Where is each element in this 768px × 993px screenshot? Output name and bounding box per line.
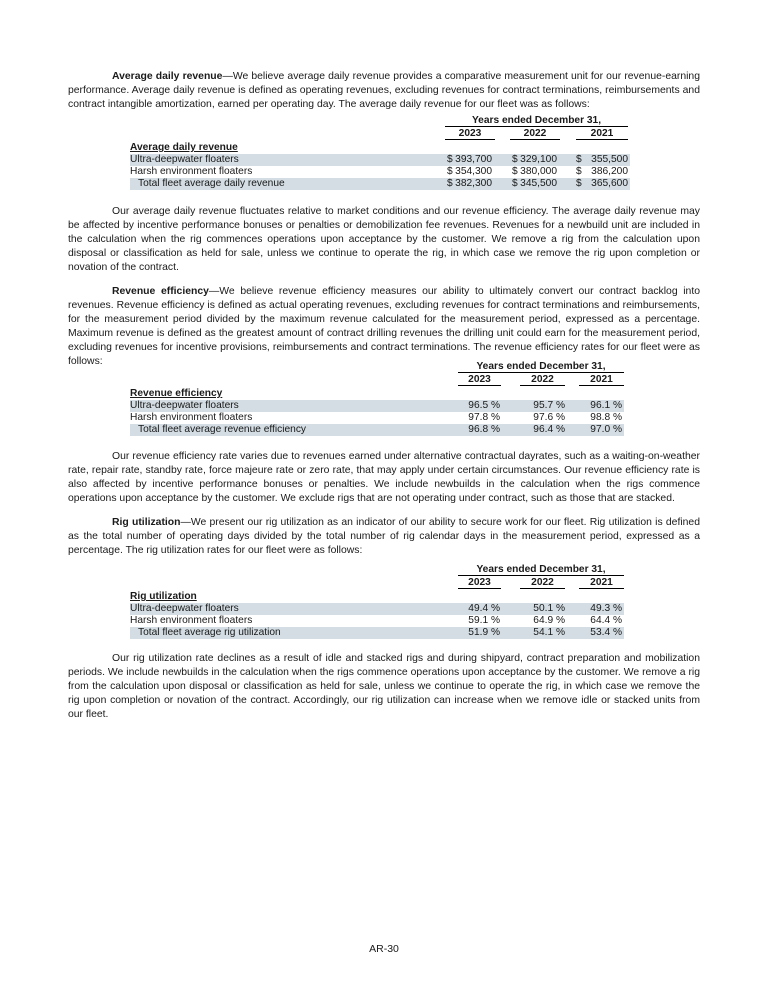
year-header: 2022 bbox=[520, 374, 565, 386]
row-label: Harsh environment floaters bbox=[130, 615, 253, 626]
table-revenue-efficiency bbox=[130, 361, 624, 441]
cell-value: 96.8 % bbox=[468, 424, 500, 435]
cell-value: 382,300 bbox=[455, 178, 492, 189]
currency-symbol: $ bbox=[576, 154, 582, 165]
currency-symbol: $ bbox=[512, 178, 518, 189]
cell-value: 59.1 % bbox=[468, 615, 500, 626]
paragraph-average-daily-revenue bbox=[68, 70, 700, 112]
cell-value: 354,300 bbox=[455, 166, 492, 177]
currency-symbol: $ bbox=[447, 166, 453, 177]
cell-value: 98.8 % bbox=[590, 412, 622, 423]
cell-value: 51.9 % bbox=[468, 627, 500, 638]
currency-symbol: $ bbox=[447, 178, 453, 189]
cell-value: 64.4 % bbox=[590, 615, 622, 626]
cell-value: 53.4 % bbox=[590, 627, 622, 638]
table-header: Years ended December 31, bbox=[445, 115, 628, 127]
table-header: Years ended December 31, bbox=[458, 564, 624, 576]
paragraph-text: —We believe average daily revenue provides a comparative measurement unit for our revenue-earning performance. Average daily revenue is defined as operating revenues, excluding revenues for contract terminations, reimbursements and contract intangible amortization, earned per operating day. The average daily revenue for our fleet was as follows: bbox=[68, 71, 700, 110]
lead-heading: Average daily revenue bbox=[112, 71, 223, 82]
year-header: 2022 bbox=[520, 577, 565, 589]
paragraph-revenue-efficiency-variation bbox=[68, 450, 700, 506]
table-row bbox=[130, 615, 624, 627]
table-average-daily-revenue bbox=[130, 115, 630, 195]
row-label: Harsh environment floaters bbox=[130, 412, 253, 423]
table-row bbox=[130, 603, 624, 615]
lead-heading: Revenue efficiency bbox=[112, 286, 209, 297]
cell-value: 97.0 % bbox=[590, 424, 622, 435]
currency-symbol: $ bbox=[447, 154, 453, 165]
paragraph-text: —We present our rig utilization as an indicator of our ability to secure work for our fleet. Rig utilization is defined as the total number of operating days divided by the total number of rig calendar days in the measurement period, expressed as a percentage. The rig utilization rates for our fleet were as follows: bbox=[68, 517, 700, 556]
row-label: Ultra-deepwater floaters bbox=[130, 400, 239, 411]
year-header: 2023 bbox=[458, 374, 501, 386]
cell-value: 97.8 % bbox=[468, 412, 500, 423]
cell-value: 49.4 % bbox=[468, 603, 500, 614]
table-row bbox=[130, 424, 624, 436]
cell-value: 380,000 bbox=[520, 166, 557, 177]
row-label: Total fleet average rig utilization bbox=[138, 627, 281, 638]
row-label: Ultra-deepwater floaters bbox=[130, 154, 239, 165]
table-row bbox=[130, 400, 624, 412]
paragraph-revenue-efficiency bbox=[68, 285, 700, 369]
cell-value: 50.1 % bbox=[533, 603, 565, 614]
cell-value: 96.4 % bbox=[533, 424, 565, 435]
cell-value: 345,500 bbox=[520, 178, 557, 189]
cell-value: 95.7 % bbox=[533, 400, 565, 411]
cell-value: 386,200 bbox=[591, 166, 628, 177]
currency-symbol: $ bbox=[576, 178, 582, 189]
year-header: 2021 bbox=[576, 128, 628, 140]
row-label: Total fleet average daily revenue bbox=[138, 178, 285, 189]
cell-value: 393,700 bbox=[455, 154, 492, 165]
cell-value: 365,600 bbox=[591, 178, 628, 189]
row-label: Total fleet average revenue efficiency bbox=[138, 424, 307, 435]
cell-value: 54.1 % bbox=[533, 627, 565, 638]
table-row bbox=[130, 154, 630, 166]
cell-value: 329,100 bbox=[520, 154, 557, 165]
cell-value: 97.6 % bbox=[533, 412, 565, 423]
year-header: 2023 bbox=[445, 128, 495, 140]
row-label: Ultra-deepwater floaters bbox=[130, 603, 239, 614]
table-title: Average daily revenue bbox=[130, 142, 238, 153]
table-header: Years ended December 31, bbox=[458, 361, 624, 373]
table-title: Rig utilization bbox=[130, 591, 197, 602]
currency-symbol: $ bbox=[512, 166, 518, 177]
table-row bbox=[130, 178, 630, 190]
table-title: Revenue efficiency bbox=[130, 388, 223, 399]
cell-value: 49.3 % bbox=[590, 603, 622, 614]
paragraph-daily-revenue-fluctuation bbox=[68, 205, 700, 275]
lead-heading: Rig utilization bbox=[112, 517, 181, 528]
row-label: Harsh environment floaters bbox=[130, 166, 253, 177]
cell-value: 96.5 % bbox=[468, 400, 500, 411]
year-header: 2023 bbox=[458, 577, 501, 589]
cell-value: 355,500 bbox=[591, 154, 628, 165]
currency-symbol: $ bbox=[512, 154, 518, 165]
table-row bbox=[130, 412, 624, 424]
table-row bbox=[130, 166, 630, 178]
cell-value: 96.1 % bbox=[590, 400, 622, 411]
paragraph-text: Our revenue efficiency rate varies due to revenues earned under alternative contractual dayrates, such as a waiting-on-weather rate, repair rate, standby rate, force majeure rate or zero rate, that may apply under certain circumstances. Our revenue efficiency rate is also affected by incentive performance bonuses or penalties. We include newbuilds in the calculation when the rigs commence operations upon acceptance by the customer. We exclude rigs that are not operating under contract, such as those that are stacked. bbox=[68, 451, 700, 504]
year-header: 2021 bbox=[579, 577, 624, 589]
cell-value: 64.9 % bbox=[533, 615, 565, 626]
paragraph-text: Our average daily revenue fluctuates relative to market conditions and our revenue efficiency. The average daily revenue may be affected by incentive performance bonuses or penalties or demobilization fee revenues. Revenues for a newbuild unit are included in the calculation when the rig commences operations upon acceptance by the customer. We remove a rig from the calculation upon disposal or classification as held for sale, unless we continue to operate the rig, in which case we remove the rig upon completion or novation of the contract. bbox=[68, 206, 700, 273]
paragraph-rig-utilization bbox=[68, 516, 700, 558]
paragraph-text: Our rig utilization rate declines as a result of idle and stacked rigs and during shipyard, contract preparation and mobilization periods. We include newbuilds in the calculation when the rigs commence operations upon acceptance by the customer. We remove a rig from the calculation upon disposal or classification as held for sale, unless we continue to operate the rig, in which case we remove the rig upon completion or novation of the contract. Accordingly, our rig utilization can increase when we remove idle or stacked units from our fleet. bbox=[68, 653, 700, 720]
table-rig-utilization bbox=[130, 564, 624, 644]
paragraph-rig-utilization-decline bbox=[68, 652, 700, 722]
year-header: 2021 bbox=[579, 374, 624, 386]
currency-symbol: $ bbox=[576, 166, 582, 177]
table-row bbox=[130, 627, 624, 639]
paragraph-text: —We believe revenue efficiency measures our ability to ultimately convert our contract backlog into revenues. Revenue efficiency is defined as actual operating revenues, excluding revenues for contract terminations and reimbursements, for the measurement period divided by the maximum revenue calculated for the measurement period, expressed as a percentage. Maximum revenue is defined as the greatest amount of contract drilling revenues the drilling unit could earn for the measurement period, excluding revenues for incentive provisions, reimbursements and contract terminations. The revenue efficiency rates for our fleet were as follows: bbox=[68, 286, 700, 367]
page-number: AR-30 bbox=[369, 943, 399, 955]
year-header: 2022 bbox=[510, 128, 560, 140]
